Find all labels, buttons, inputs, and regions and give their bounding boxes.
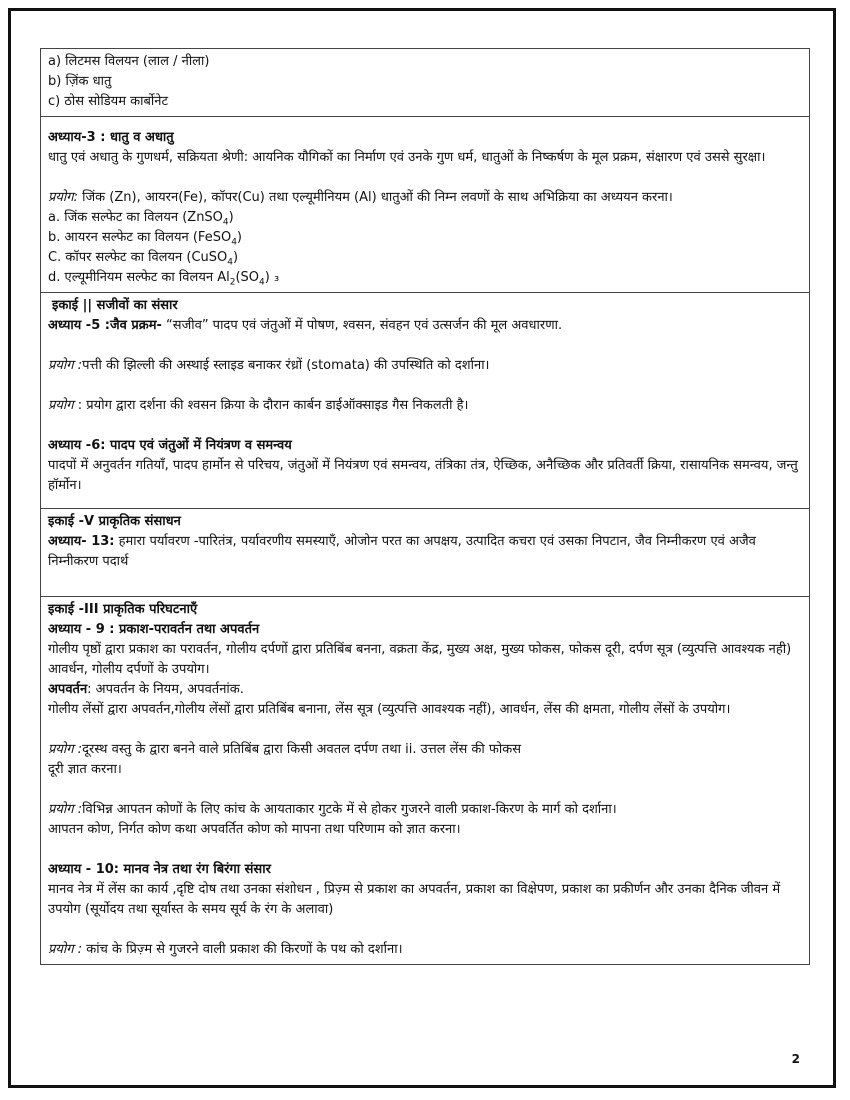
table-row: [41, 117, 810, 293]
material-item: a) लिटमस विलयन (लाल / नीला): [48, 54, 210, 69]
chapter-heading: अध्याय - 9 : प्रकाश-परावर्तन तथा अपवर्तन: [48, 622, 260, 637]
experiment-text: प्रयोग :दूरस्थ वस्तु के द्वारा बनने वाले प्रतिबिंब द्वारा किसी अवतल दर्पण तथा ii. उत्तल लेंस की फोकस: [48, 742, 522, 757]
experiment-label: प्रयोग :: [48, 742, 83, 757]
syllabus-table: [40, 48, 810, 965]
unit-title: इकाई || सजीवों का संसार: [52, 298, 178, 313]
refraction-text: अपवर्तन: अपवर्तन के नियम, अपवर्तनांक.: [48, 682, 244, 697]
salt-item-d: d. एल्यूमीनियम सल्फेट का विलयन $Al_2(SO_4)$ ₃: [48, 270, 280, 288]
experiment-description: जिंक (Zn), आयरन(Fe), कॉपर(Cu) तथा एल्यूमीनियम (Al) धातुओं की निम्न लवणों के साथ अभिक्रिया का अध्ययन करना।: [78, 190, 673, 205]
chapter-description: गोलीय पृष्ठों द्वारा प्रकाश का परावर्तन, गोलीय दर्पणों द्वारा प्रतिबिंब बनना, वक्रता केंद्र, मुख्य अक्ष, मुख्य फोकस, फोकस दूरी, दर्पण सूत्र (व्युत्पत्ति आवश्यक नही) आवर्धन, गोलीय दर्पणों के उपयोग।: [48, 642, 792, 677]
chapter-13-text: अध्याय- 13: हमारा पर्यावरण -पारितंत्र, पर्यावरणीय समस्याएँ, ओजोन परत का अपक्षय, उत्पादित कचरा एवं उसका निपटान, जैव निम्नीकरण एवं अजैव निम्नीकरण पदार्थ: [48, 534, 756, 569]
experiment-text: प्रयोग :विभिन्न आपतन कोणों के लिए कांच के आयताकार गुटके में से होकर गुजरने वाली प्रकाश-किरण के मार्ग को दर्शाना।: [48, 802, 617, 817]
page-number: 2: [791, 1052, 800, 1066]
experiment-label: प्रयोग: [48, 398, 74, 413]
chapter-3-cell: [41, 117, 810, 293]
unit-title: इकाई -V प्राकृतिक संसाधन: [48, 514, 181, 529]
chapter-description: मानव नेत्र में लेंस का कार्य ,दृष्टि दोष तथा उनका संशोधन , प्रिज़्म से प्रकाश का अपवर्तन, प्रकाश का विक्षेपण, प्रकाश का प्रकीर्णन और उनका दैनिक जीवन में उपयोग (सूर्योदय तथा सूर्यास्त के समय सूर्य के रंग के अलावा): [48, 882, 781, 917]
experiment-label: प्रयोग:: [48, 190, 79, 205]
chapter-description: पादपों में अनुवर्तन गतियाँ, पादप हार्मोन से परिचय, जंतुओं में नियंत्रण एवं समन्वय, तंत्रिका तंत्र, ऐच्छिक, अनैच्छिक और प्रतिवर्ती क्रिया, रासायनिक समन्वय, जन्तु हॉर्मोन।: [48, 458, 798, 493]
chapter-label: अध्याय -5 :जैव प्रक्रम-: [48, 318, 162, 333]
chapter-heading: अध्याय - 10: मानव नेत्र तथा रंग बिरंगा संसार: [48, 862, 271, 877]
materials-cell: [41, 49, 810, 117]
salt-item-a: a. जिंक सल्फेट का विलयन (ZnSO$_4$): [48, 210, 234, 228]
chapter-description: धातु एवं अधातु के गुणधर्म, सक्रियता श्रेणी: आयनिक यौगिकों का निर्माण एवं उनके गुण धर्म, धातुओं के निष्कर्षण के मूल प्रक्रम, संक्षारण एवं उससे सुरक्षा।: [48, 150, 766, 165]
table-row: [41, 49, 810, 117]
table-row: [41, 293, 810, 509]
unit-3-cell: [41, 597, 810, 965]
material-item: b) ज़िंक धातु: [48, 74, 112, 89]
experiment-text: प्रयोग : प्रयोग द्वारा दर्शना की श्वसन क्रिया के दौरान कार्बन डाईऑक्साइड गैस निकलती है।: [48, 398, 469, 413]
salt-item-b: b. आयरन सल्फेट का विलयन (FeSO$_4$): [48, 230, 242, 248]
experiment-text: प्रयोग : कांच के प्रिज़्म से गुजरने वाली प्रकाश की किरणों के पथ को दर्शाना।: [48, 942, 403, 957]
experiment-label: प्रयोग :: [48, 942, 83, 957]
table-row: [41, 597, 810, 965]
experiment-text-continued: दूरी ज्ञात करना।: [48, 762, 122, 777]
experiment-text: प्रयोग :पत्ती की झिल्ली की अस्थाई स्लाइड बनाकर रंध्रों (stomata) की उपस्थिति को दर्शाना।: [48, 358, 490, 373]
chapter-heading: अध्याय-3 : धातु व अधातु: [48, 130, 174, 145]
chapter-label: अध्याय- 13:: [48, 534, 115, 549]
table-row: [41, 509, 810, 597]
chapter-5-text: अध्याय -5 :जैव प्रक्रम- “सजीव” पादप एवं जंतुओं में पोषण, श्वसन, संवहन एवं उत्सर्जन की मूल अवधारणा.: [48, 318, 563, 333]
unit-2-cell: [41, 293, 810, 509]
unit-title: इकाई -III प्राकृतिक परिघटनाएँ: [48, 602, 198, 617]
chapter-heading: अध्याय -6: पादप एवं जंतुओं में नियंत्रण व समन्वय: [48, 438, 292, 453]
material-item: c) ठोस सोडियम कार्बोनेट: [48, 94, 169, 109]
experiment-label: प्रयोग :: [48, 802, 83, 817]
experiment-label: प्रयोग :: [48, 358, 83, 373]
experiment-text: [48, 188, 803, 208]
lens-text: गोलीय लेंसों द्वारा अपवर्तन,गोलीय लेंसों द्वारा प्रतिबिंब बनाना, लेंस सूत्र (व्युत्पत्ति आवश्यक नहीं), आवर्धन, लेंस की क्षमता, गोलीय लेंसों के उपयोग।: [48, 702, 731, 717]
unit-5-cell: [41, 509, 810, 597]
salt-item-c: C. कॉपर सल्फेट का विलयन (CuSO$_4$): [48, 250, 239, 268]
experiment-text-continued: आपतन कोण, निर्गत कोण कथा अपवर्तित कोण को मापना तथा परिणाम को ज्ञात करना।: [48, 822, 461, 837]
